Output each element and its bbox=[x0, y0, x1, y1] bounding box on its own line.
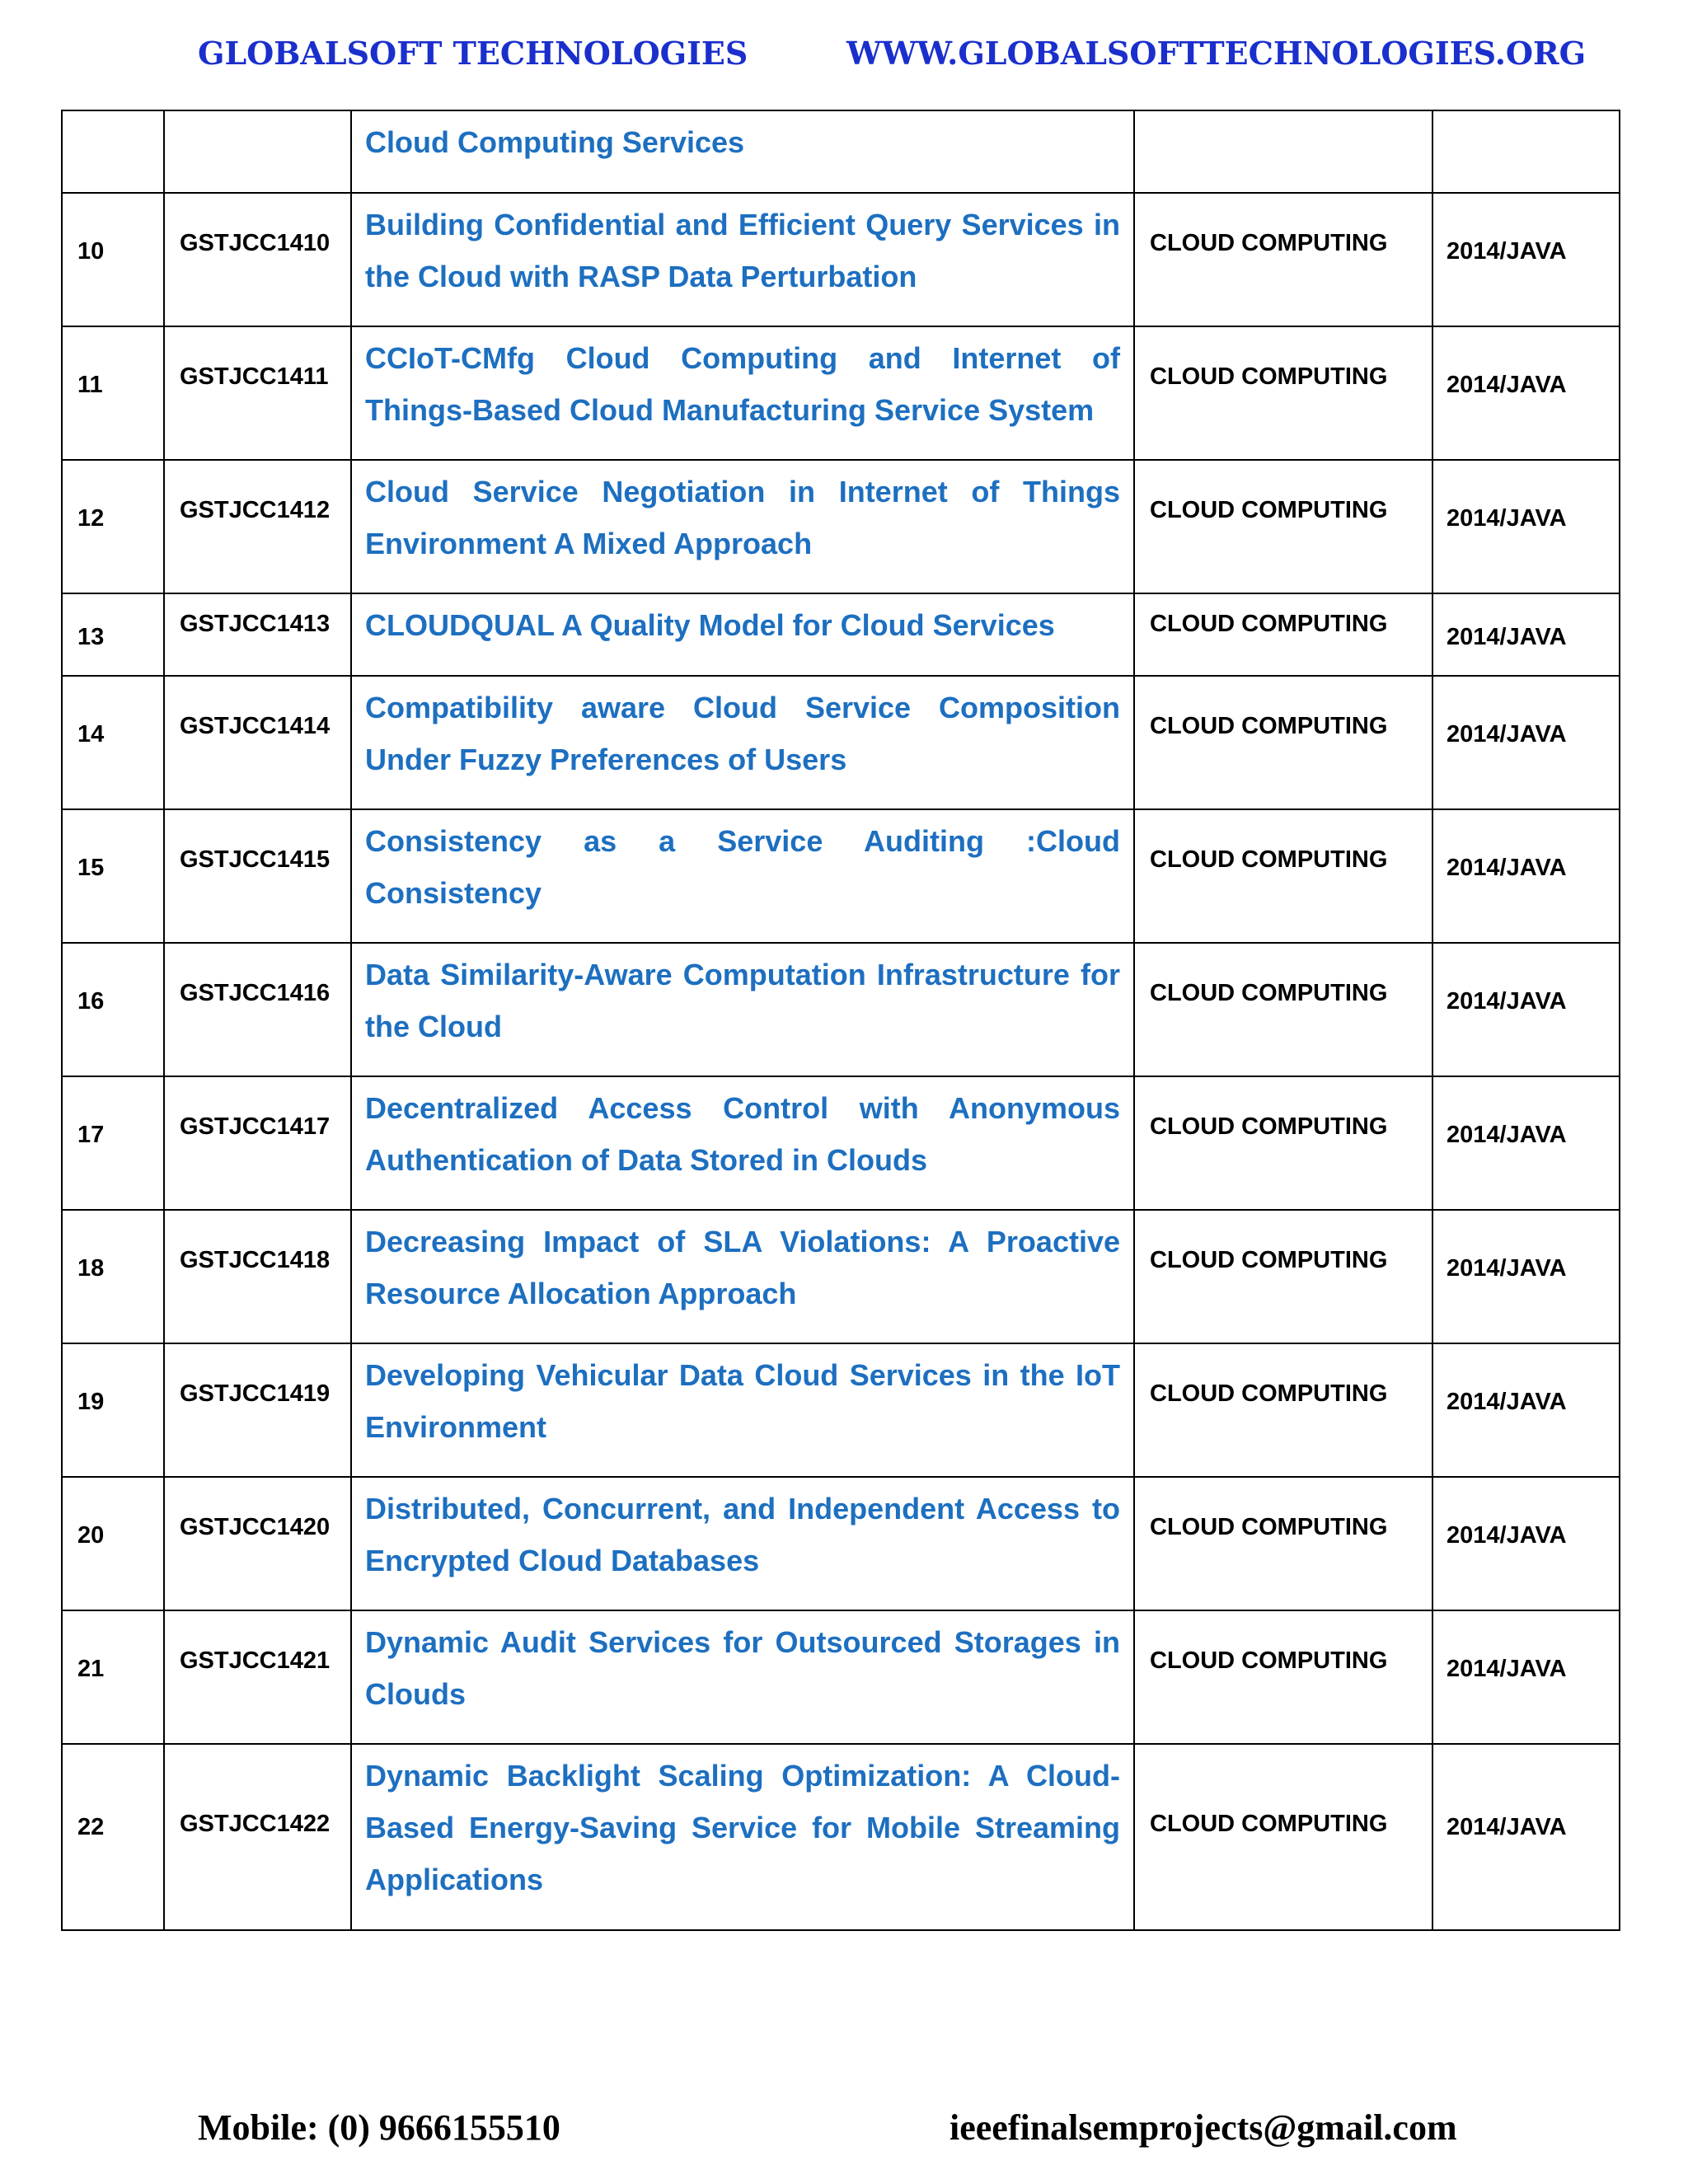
project-code-cell bbox=[164, 110, 351, 193]
row-number-cell bbox=[62, 1343, 164, 1477]
row-number-cell bbox=[62, 1477, 164, 1610]
project-domain: CLOUD COMPUTING bbox=[1150, 363, 1388, 390]
row-number: 10 bbox=[77, 238, 105, 265]
project-domain: CLOUD COMPUTING bbox=[1150, 713, 1388, 739]
project-year: 2014/JAVA bbox=[1447, 624, 1567, 650]
row-number: 18 bbox=[77, 1255, 105, 1282]
row-number-cell bbox=[62, 1076, 164, 1210]
row-number-cell bbox=[62, 460, 164, 593]
project-title: Dynamic Backlight Scaling Optimization: A Cloud-Based Energy-Saving Service for Mobile Streaming Applications bbox=[365, 1759, 1120, 1896]
project-domain-cell bbox=[1134, 193, 1432, 326]
project-title: Building Confidential and Efficient Query Services in the Cloud with RASP Data Perturbation bbox=[365, 208, 1120, 293]
project-title-cell bbox=[351, 326, 1134, 460]
project-code-cell bbox=[164, 809, 351, 943]
table-row bbox=[62, 593, 1620, 676]
project-code: GSTJCC1414 bbox=[180, 713, 331, 739]
project-title-cell bbox=[351, 460, 1134, 593]
row-number-cell bbox=[62, 1744, 164, 1930]
project-code: GSTJCC1420 bbox=[180, 1514, 331, 1540]
project-title-cell bbox=[351, 193, 1134, 326]
project-title: Decentralized Access Control with Anonymous Authentication of Data Stored in Clouds bbox=[365, 1091, 1120, 1177]
project-title: Data Similarity-Aware Computation Infrastructure for the Cloud bbox=[365, 958, 1120, 1043]
project-code-cell bbox=[164, 1477, 351, 1610]
row-number-cell bbox=[62, 1610, 164, 1744]
project-domain: CLOUD COMPUTING bbox=[1150, 1811, 1388, 1837]
project-title: Compatibility aware Cloud Service Composition Under Fuzzy Preferences of Users bbox=[365, 691, 1120, 776]
website-url: WWW.GLOBALSOFTTECHNOLOGIES.ORG bbox=[846, 35, 1587, 72]
project-domain-cell bbox=[1134, 809, 1432, 943]
project-year-cell bbox=[1432, 809, 1620, 943]
project-year-cell bbox=[1432, 1610, 1620, 1744]
project-year: 2014/JAVA bbox=[1447, 1656, 1567, 1682]
project-title: CLOUDQUAL A Quality Model for Cloud Services bbox=[365, 608, 1055, 642]
project-year: 2014/JAVA bbox=[1447, 855, 1567, 881]
table-row bbox=[62, 460, 1620, 593]
table-row bbox=[62, 1343, 1620, 1477]
contact-email: ieeefinalsemprojects@gmail.com bbox=[950, 2107, 1457, 2148]
project-title-cell bbox=[351, 676, 1134, 809]
project-domain-cell bbox=[1134, 1477, 1432, 1610]
company-name: GLOBALSOFT TECHNOLOGIES bbox=[198, 35, 748, 72]
project-domain-cell bbox=[1134, 326, 1432, 460]
project-year: 2014/JAVA bbox=[1447, 1522, 1567, 1549]
project-code-cell bbox=[164, 1076, 351, 1210]
project-domain: CLOUD COMPUTING bbox=[1150, 1647, 1388, 1674]
project-title-cell bbox=[351, 1610, 1134, 1744]
row-number-cell bbox=[62, 326, 164, 460]
row-number: 22 bbox=[77, 1814, 105, 1840]
project-table bbox=[61, 110, 1620, 1931]
project-domain: CLOUD COMPUTING bbox=[1150, 230, 1388, 256]
row-number: 21 bbox=[77, 1656, 105, 1682]
project-code: GSTJCC1411 bbox=[180, 363, 329, 390]
page-header bbox=[0, 35, 1688, 84]
row-number-cell bbox=[62, 943, 164, 1076]
project-domain-cell bbox=[1134, 460, 1432, 593]
project-title-cell bbox=[351, 943, 1134, 1076]
project-domain-cell bbox=[1134, 1610, 1432, 1744]
row-number-cell bbox=[62, 1210, 164, 1343]
project-domain-cell bbox=[1134, 1343, 1432, 1477]
project-year: 2014/JAVA bbox=[1447, 721, 1567, 748]
row-number: 14 bbox=[77, 721, 105, 748]
project-title: Dynamic Audit Services for Outsourced Storages in Clouds bbox=[365, 1625, 1120, 1711]
project-title-cell bbox=[351, 1343, 1134, 1477]
project-year-cell bbox=[1432, 1076, 1620, 1210]
project-title: Developing Vehicular Data Cloud Services in the IoT Environment bbox=[365, 1358, 1120, 1444]
project-domain: CLOUD COMPUTING bbox=[1150, 497, 1388, 523]
table-row bbox=[62, 193, 1620, 326]
project-code-cell bbox=[164, 1610, 351, 1744]
project-year-cell bbox=[1432, 1210, 1620, 1343]
project-year: 2014/JAVA bbox=[1447, 988, 1567, 1015]
project-title-cell bbox=[351, 1744, 1134, 1930]
project-domain: CLOUD COMPUTING bbox=[1150, 1380, 1388, 1407]
project-year-cell bbox=[1432, 193, 1620, 326]
row-number-cell bbox=[62, 593, 164, 676]
project-year: 2014/JAVA bbox=[1447, 1389, 1567, 1415]
table-row bbox=[62, 676, 1620, 809]
project-title: CCIoT-CMfg Cloud Computing and Internet of Things-Based Cloud Manufacturing Service System bbox=[365, 341, 1120, 427]
row-number: 16 bbox=[77, 988, 105, 1015]
row-number: 13 bbox=[77, 624, 105, 650]
project-domain: CLOUD COMPUTING bbox=[1150, 846, 1388, 873]
project-code-cell bbox=[164, 676, 351, 809]
table-row bbox=[62, 809, 1620, 943]
project-year: 2014/JAVA bbox=[1447, 505, 1567, 532]
project-year-cell bbox=[1432, 593, 1620, 676]
project-code: GSTJCC1416 bbox=[180, 980, 331, 1006]
project-code: GSTJCC1412 bbox=[180, 497, 331, 523]
row-number: 15 bbox=[77, 855, 105, 881]
table-row bbox=[62, 1076, 1620, 1210]
row-number: 19 bbox=[77, 1389, 105, 1415]
project-year-cell bbox=[1432, 1744, 1620, 1930]
project-year-cell bbox=[1432, 943, 1620, 1076]
project-code-cell bbox=[164, 1210, 351, 1343]
table-row bbox=[62, 1210, 1620, 1343]
project-domain-cell bbox=[1134, 1744, 1432, 1930]
project-title: Cloud Service Negotiation in Internet of Things Environment A Mixed Approach bbox=[365, 475, 1120, 560]
project-domain-cell bbox=[1134, 943, 1432, 1076]
project-title-cell bbox=[351, 593, 1134, 676]
project-domain: CLOUD COMPUTING bbox=[1150, 1247, 1388, 1273]
project-code-cell bbox=[164, 943, 351, 1076]
project-domain-cell bbox=[1134, 676, 1432, 809]
project-domain-cell bbox=[1134, 1210, 1432, 1343]
project-year: 2014/JAVA bbox=[1447, 238, 1567, 265]
project-domain-cell bbox=[1134, 593, 1432, 676]
table-row bbox=[62, 943, 1620, 1076]
project-title: Cloud Computing Services bbox=[365, 125, 745, 159]
project-year-cell bbox=[1432, 1343, 1620, 1477]
row-number-cell bbox=[62, 193, 164, 326]
project-year: 2014/JAVA bbox=[1447, 1255, 1567, 1282]
project-code: GSTJCC1419 bbox=[180, 1380, 331, 1407]
table-row bbox=[62, 1477, 1620, 1610]
page-footer bbox=[0, 2107, 1688, 2156]
project-code: GSTJCC1421 bbox=[180, 1647, 331, 1674]
project-code-cell bbox=[164, 326, 351, 460]
mobile-number: Mobile: (0) 9666155510 bbox=[198, 2107, 560, 2148]
project-code: GSTJCC1418 bbox=[180, 1247, 331, 1273]
project-code: GSTJCC1415 bbox=[180, 846, 331, 873]
project-year-cell bbox=[1432, 326, 1620, 460]
project-year-cell bbox=[1432, 460, 1620, 593]
table-row bbox=[62, 1744, 1620, 1930]
project-title-cell bbox=[351, 1076, 1134, 1210]
row-number: 12 bbox=[77, 505, 105, 532]
project-title-cell bbox=[351, 110, 1134, 193]
project-title: Consistency as a Service Auditing :Cloud Consistency bbox=[365, 824, 1120, 910]
project-year: 2014/JAVA bbox=[1447, 1814, 1567, 1840]
project-domain-cell bbox=[1134, 110, 1432, 193]
project-year-cell bbox=[1432, 110, 1620, 193]
project-title-cell bbox=[351, 1210, 1134, 1343]
project-code-cell bbox=[164, 193, 351, 326]
project-title-cell bbox=[351, 809, 1134, 943]
project-domain-cell bbox=[1134, 1076, 1432, 1210]
project-code-cell bbox=[164, 1343, 351, 1477]
row-number: 20 bbox=[77, 1522, 105, 1549]
project-code: GSTJCC1410 bbox=[180, 230, 331, 256]
project-domain: CLOUD COMPUTING bbox=[1150, 611, 1388, 637]
table-row bbox=[62, 110, 1620, 193]
project-title: Decreasing Impact of SLA Violations: A Proactive Resource Allocation Approach bbox=[365, 1225, 1120, 1310]
project-year: 2014/JAVA bbox=[1447, 372, 1567, 398]
project-code-cell bbox=[164, 460, 351, 593]
row-number-cell bbox=[62, 676, 164, 809]
project-code: GSTJCC1413 bbox=[180, 611, 331, 637]
row-number-cell bbox=[62, 809, 164, 943]
project-domain: CLOUD COMPUTING bbox=[1150, 1113, 1388, 1140]
project-title: Distributed, Concurrent, and Independent Access to Encrypted Cloud Databases bbox=[365, 1492, 1120, 1577]
project-domain: CLOUD COMPUTING bbox=[1150, 980, 1388, 1006]
row-number: 11 bbox=[77, 372, 103, 398]
row-number: 17 bbox=[77, 1122, 105, 1148]
project-title-cell bbox=[351, 1477, 1134, 1610]
project-code-cell bbox=[164, 593, 351, 676]
table-row bbox=[62, 1610, 1620, 1744]
project-table-body bbox=[62, 110, 1620, 1930]
project-year-cell bbox=[1432, 1477, 1620, 1610]
project-code: GSTJCC1417 bbox=[180, 1113, 331, 1140]
project-year-cell bbox=[1432, 676, 1620, 809]
row-number-cell bbox=[62, 110, 164, 193]
project-domain: CLOUD COMPUTING bbox=[1150, 1514, 1388, 1540]
project-year: 2014/JAVA bbox=[1447, 1122, 1567, 1148]
table-row bbox=[62, 326, 1620, 460]
project-code: GSTJCC1422 bbox=[180, 1811, 331, 1837]
project-code-cell bbox=[164, 1744, 351, 1930]
